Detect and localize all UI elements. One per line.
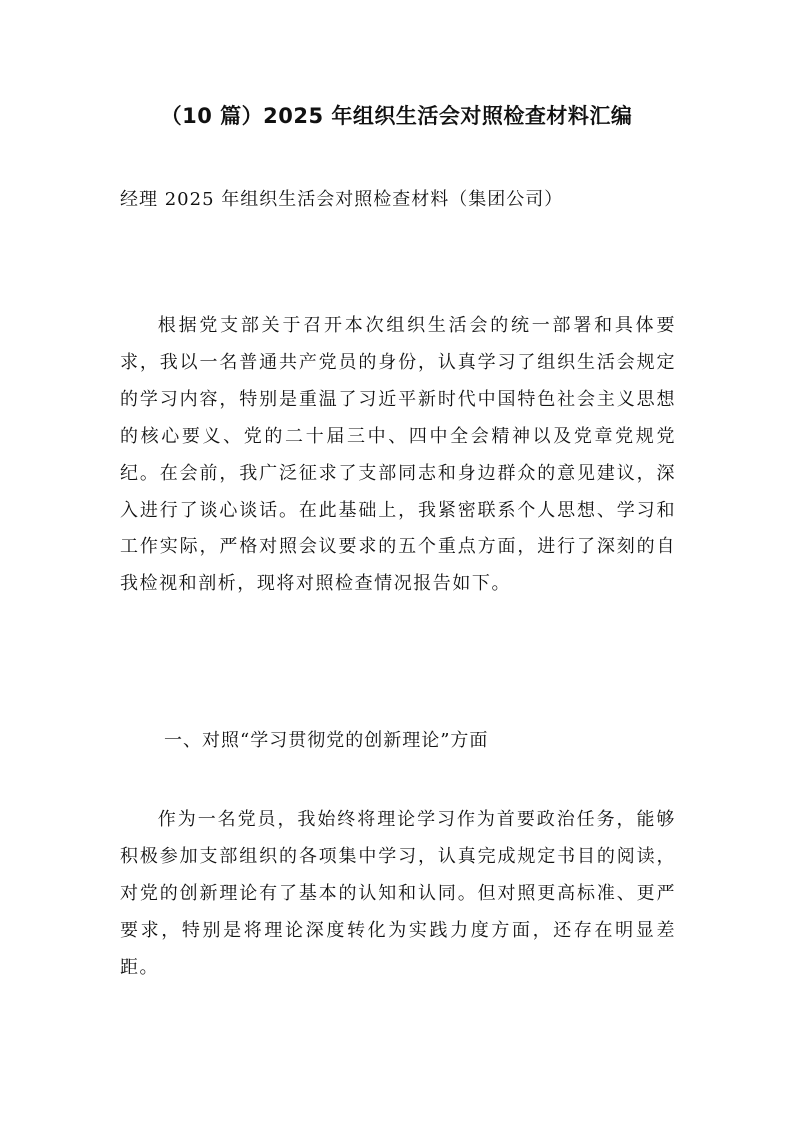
section-heading: 一、对照“学习贯彻党的创新理论”方面: [164, 730, 489, 751]
intro-paragraph: 根据党支部关于召开本次组织生活会的统一部署和具体要求，我以一名普通共产党员的身份，认真学习了组织生活会规定的学习内容，特别是重温了习近平新时代中国特色社会主义思想的核心要义、党的二十届三中、四中全会精神以及党章党规党纪。在会前，我广泛征求了支部同志和身边群众的意见建议，深入进行了谈心谈话。在此基础上，我紧密联系个人思想、学习和工作实际，严格对照会议要求的五个重点方面，进行了深刻的自我检视和剖析，现将对照检查情况报告如下。: [120, 315, 676, 595]
document-subtitle: 经理 2025 年组织生活会对照检查材料（集团公司）: [120, 189, 564, 210]
section-paragraph: 作为一名党员，我始终将理论学习作为首要政治任务，能够积极参加支部组织的各项集中学习，认真完成规定书目的阅读，对党的创新理论有了基本的认知和认同。但对照更高标准、更严要求，特别是将理论深度转化为实践力度方面，还存在明显差距。: [120, 809, 676, 978]
document-title: （10 篇）2025 年组织生活会对照检查材料汇编: [160, 104, 633, 128]
